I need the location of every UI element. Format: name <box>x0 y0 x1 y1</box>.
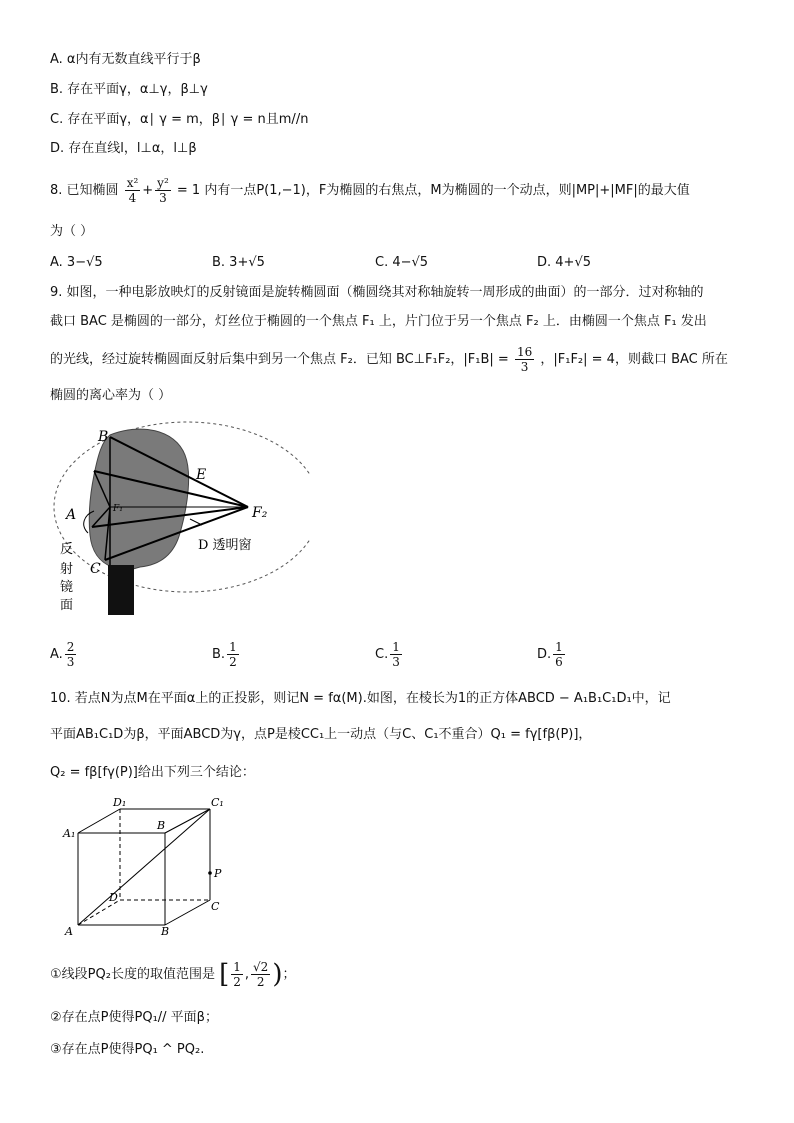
cube-label-a: A <box>65 925 73 938</box>
q9-option-c-label: C. <box>375 647 389 662</box>
q9-option-d-den: 6 <box>555 655 563 669</box>
q9-option-a <box>50 640 78 669</box>
q9-option-a-den: 3 <box>66 655 75 669</box>
q9-option-b-den: 2 <box>229 655 237 669</box>
mirror-label-2: 射 <box>60 562 74 577</box>
q10-conclusion-1: ①线段PQ₂长度的取值范围是 [ $\frac{1}{2}$ , $\frac{√2}{2}$ )； <box>50 959 296 990</box>
q9-option-c <box>375 640 404 669</box>
q9-option-d-label: D. <box>537 647 552 662</box>
label-b: B <box>98 429 109 445</box>
q9-line4: 椭圆的离心率为（ ） <box>50 388 172 403</box>
q8-option-c: C. 4−√5 <box>375 255 429 270</box>
cube-label-c: C <box>211 900 220 913</box>
q9-line2: 截口 BAC 是椭圆的一部分，灯丝位于椭圆的一个焦点 F₁ 上，片门位于另一个焦点 F₂ 上．由椭圆一个焦点 F₁ 发出 <box>50 314 707 329</box>
q9-frac-num: 16 <box>516 345 533 359</box>
label-f1: F₁ <box>113 504 123 514</box>
q9-line3 <box>50 345 728 374</box>
q9-option-a-num: 2 <box>66 640 75 654</box>
q8-stem: 8. 已知椭圆 $\frac{\text{x²}}{4}$ + $\frac{\text{y²}}{3}$ = 1 内有一点P(1,−1)，F为椭圆的右焦点，M为椭圆的一个动点，则|MP|+|MF|的最大值 <box>50 176 690 205</box>
q10-c1-den1: 2 <box>233 975 241 989</box>
q9-frac-den: 3 <box>520 360 529 374</box>
ellipse-x-term: $\frac{\text{x²}}{4}$ <box>126 176 139 205</box>
mirror-label-1: 反 <box>60 542 74 557</box>
q8-option-a: A. 3−√5 <box>50 255 103 270</box>
q9-option-c-den: 3 <box>392 655 400 669</box>
q9-projector-figure <box>50 415 310 615</box>
q9-line3b: ，|F₁F₂| = 4，则截口 BAC 所在 <box>540 352 728 367</box>
label-f2: F₂ <box>252 505 268 521</box>
q9-option-c-num: 1 <box>392 640 400 654</box>
mirror-label-4: 面 <box>60 598 74 613</box>
q9-f1b-fraction <box>515 345 534 374</box>
label-a: A <box>66 507 77 523</box>
cube-label-b: B <box>161 925 170 938</box>
q9-line3a: 的光线，经过旋转椭圆面反射后集中到另一个焦点 F₂．已知 BC⊥F₁F₂，|F₁B| = <box>50 352 509 367</box>
q9-option-a-label: A. <box>50 647 63 662</box>
label-d-window: D 透明窗 <box>198 538 252 553</box>
ellipse-y-term: $\frac{\text{y²}}{3}$ <box>157 176 169 205</box>
q7-option-a: A. α内有无数直线平行于β <box>50 52 201 67</box>
q7-option-b: B. 存在平面γ，α⊥γ，β⊥γ <box>50 82 208 97</box>
label-c: C <box>90 561 101 577</box>
q10-c1-text: ①线段PQ₂长度的取值范围是 <box>50 967 215 982</box>
q8-option-b: B. 3+√5 <box>212 255 265 270</box>
q10-line3: Q₂ = fβ[fγ(P)]给出下列三个结论： <box>50 765 255 780</box>
q10-cube-figure <box>55 795 235 940</box>
q9-line1: 9. 如图，一种电影放映灯的反射镜面是旋转椭圆面（椭圆绕其对称轴旋转一周形成的曲面）的一部分．过对称轴的 <box>50 285 704 300</box>
q9-option-b-num: 1 <box>229 640 237 654</box>
q7-option-c: C. 存在平面γ，α∣ γ = m，β∣ γ = n且m//n <box>50 112 309 127</box>
q8-option-d: D. 4+√5 <box>537 255 591 270</box>
cube-label-d: D <box>109 891 118 904</box>
q8-mid: 内有一点P(1,−1)，F为椭圆的右焦点，M为椭圆的一个动点，则|MP|+|MF|的最大值 <box>204 183 690 198</box>
cube-label-d1: D₁ <box>113 796 127 809</box>
q8-prefix: 8. 已知椭圆 <box>50 183 119 198</box>
cube-label-c1: C₁ <box>211 796 224 809</box>
q9-option-d <box>537 640 567 669</box>
q7-option-d: D. 存在直线l，l⊥α，l⊥β <box>50 141 197 156</box>
cube-label-a1: A₁ <box>63 827 76 840</box>
mirror-label-3: 镜 <box>60 580 74 595</box>
q9-option-b-label: B. <box>212 647 226 662</box>
q8-line2: 为（ ） <box>50 224 94 239</box>
q10-c1-num1: 1 <box>233 960 241 974</box>
q10-conclusion-3: ③存在点P使得PQ₁ ^ PQ₂. <box>50 1042 205 1057</box>
label-e: E <box>196 467 207 483</box>
cube-label-p: P <box>214 867 222 880</box>
q9-option-d-num: 1 <box>555 640 563 654</box>
q10-line2: 平面AB₁C₁D为β，平面ABCD为γ，点P是棱CC₁上一动点（与C、C₁不重合）Q₁ = fγ[fβ(P)]， <box>50 727 592 742</box>
q9-option-b <box>212 640 241 669</box>
q10-line1: 10. 若点N为点M在平面α上的正投影，则记N = fα(M).如图，在棱长为1的正方体ABCD − A₁B₁C₁D₁中，记 <box>50 691 671 706</box>
q10-conclusion-2: ②存在点P使得PQ₁// 平面β； <box>50 1010 218 1025</box>
q10-c1-num2: √2 <box>253 960 269 974</box>
q10-c1-den2: 2 <box>256 975 265 989</box>
cube-label-b1: B <box>157 819 166 832</box>
